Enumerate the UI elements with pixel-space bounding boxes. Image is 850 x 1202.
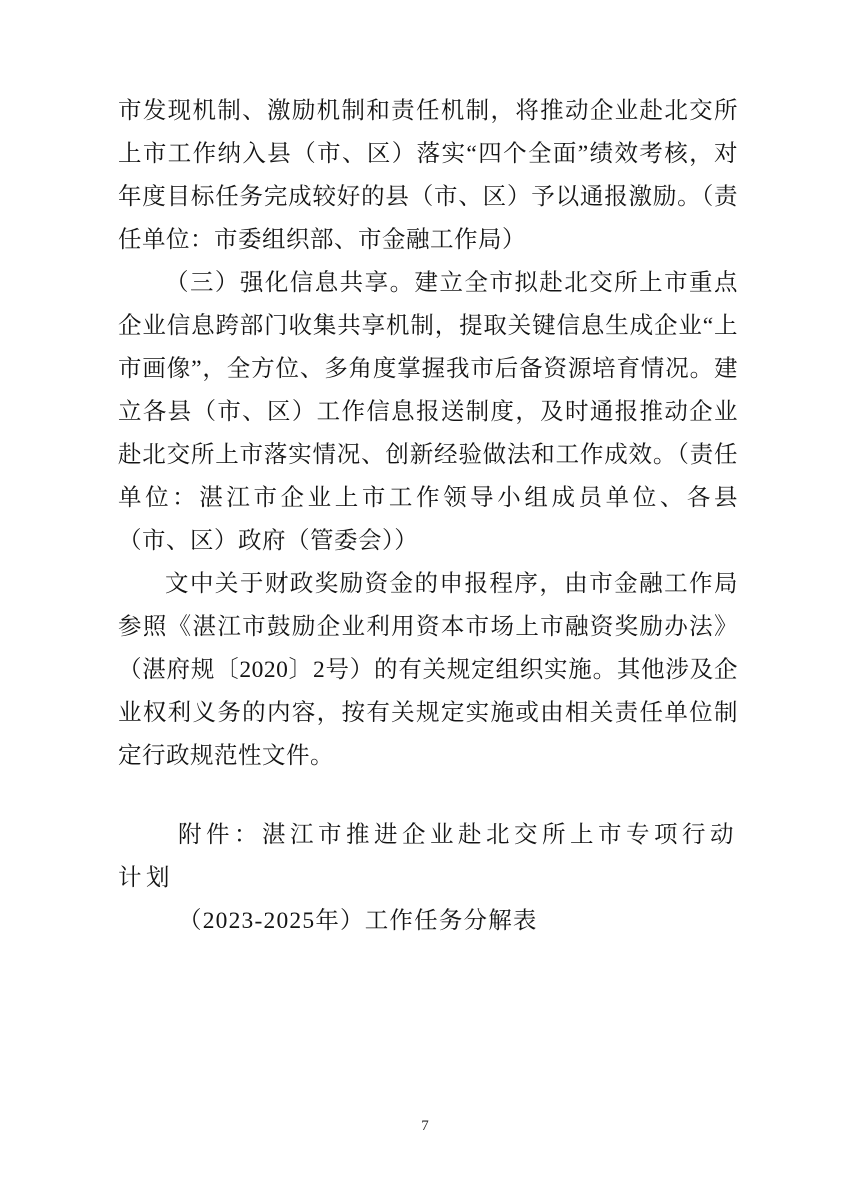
attachment-block — [118, 814, 738, 943]
attachment-title-line-2: （2023-2025年）工作任务分解表 — [178, 908, 538, 934]
paragraph-section-three: （三）强化信息共享。建立全市拟赴北交所上市重点企业信息跨部门收集共享机制，提取关键信息生成企业“上市画像”，全方位、多角度掌握我市后备资源培育情况。建立各县（市、区）工作信息报送制度，及时通报推动企业赴北交所上市落实情况、创新经验做法和工作成效。（责任单位：湛江市企业上市工作领导小组成员单位、各县（市、区）政府（管委会）） — [118, 270, 738, 554]
attachment-title-line-1: 附件：湛江市推进企业赴北交所上市专项行动计划 — [118, 822, 738, 891]
document-body — [118, 90, 738, 943]
page-number: 7 — [421, 1118, 429, 1134]
paragraph-continued: 市发现机制、激励机制和责任机制，将推动企业赴北交所上市工作纳入县（市、区）落实“四个全面”绩效考核，对年度目标任务完成较好的县（市、区）予以通报激励。（责任单位：市委组织部、市金融工作局） — [118, 98, 738, 253]
paragraph-funding-procedure: 文中关于财政奖励资金的申报程序，由市金融工作局参照《湛江市鼓励企业利用资本市场上市融资奖励办法》（湛府规〔2020〕2号）的有关规定组织实施。其他涉及企业权利义务的内容，按有关规定实施或由相关责任单位制定行政规范性文件。 — [118, 571, 738, 769]
